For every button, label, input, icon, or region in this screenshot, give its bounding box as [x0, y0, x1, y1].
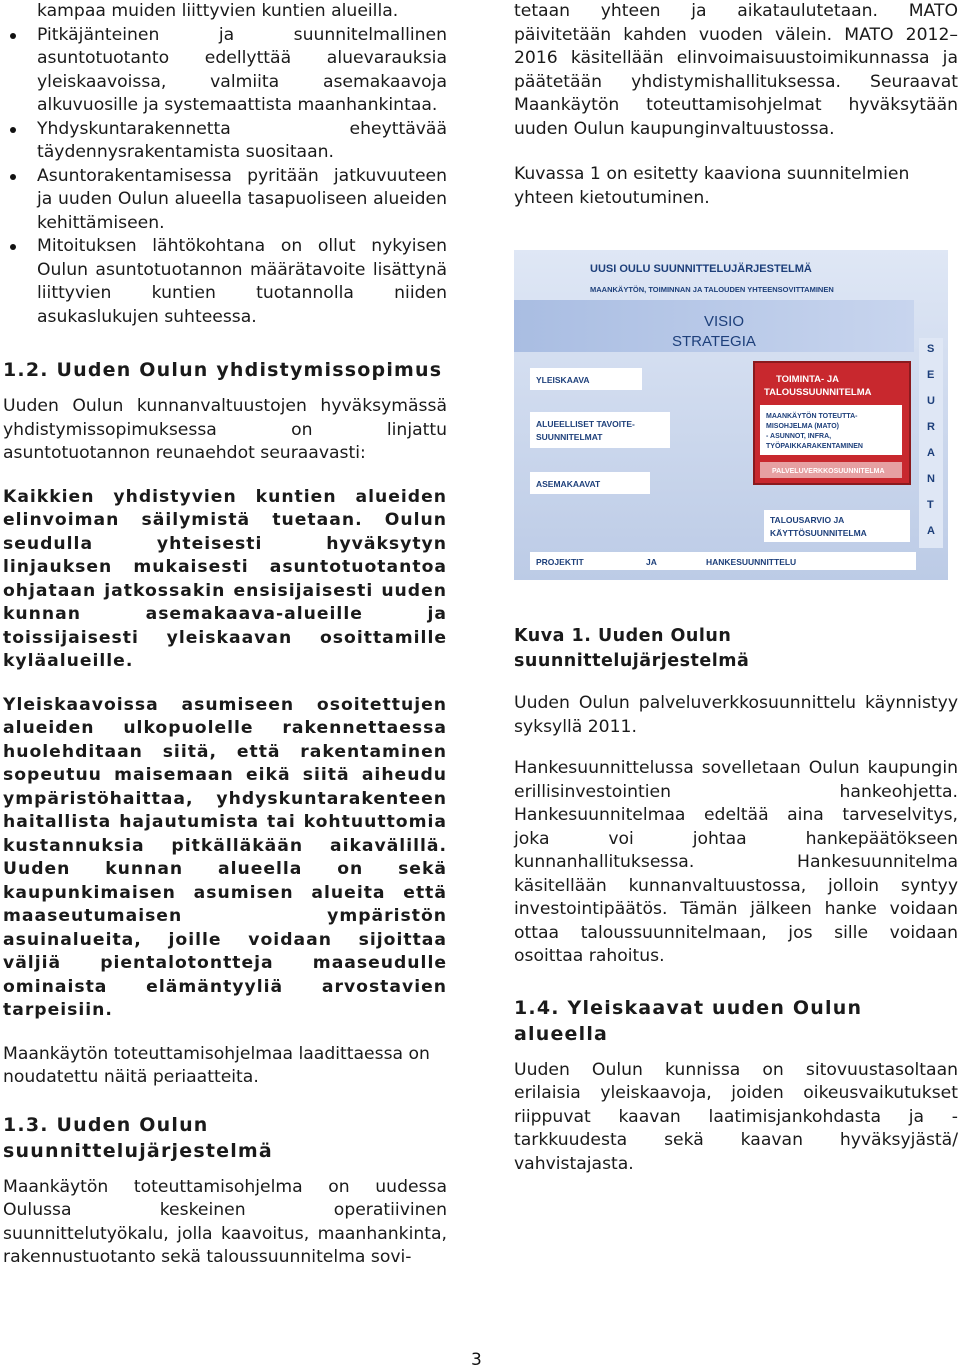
mato-label-2: MISOHJELMA (MATO) [766, 423, 839, 430]
seuranta-letter: T [927, 499, 934, 511]
toiminta-label-2: TALOUSSUUNNITELMA [764, 387, 872, 398]
seuranta-letter: E [927, 369, 935, 381]
palvelu-label: PALVELUVERKKOSUUNNITELMA [772, 468, 885, 475]
asemakaavat-label: ASEMAKAAVAT [536, 479, 601, 489]
bullet-list [3, 24, 447, 330]
section-1-3-heading: 1.3. Uuden Oulun suunnittelujärjestelmä [3, 1113, 273, 1162]
mato-label-3: - ASUNNOT, INFRA, [766, 433, 832, 440]
diagram-subtitle: MAANKÄYTÖN, TOIMINNAN JA TALOUDEN YHTEENSOVITTAMINEN [590, 285, 834, 294]
bold-paragraph: Kaikkien yhdistyvien kuntien alueiden elinvoiman säilymistä tuetaan. Oulun seudulla yhteisesti hyväksytyn linjauksen mukaisesti asuntotuotantoa ohjataan jatkossakin ensisijaisesti uuden kunnan asemakaava-alueille ja toissijaisesti yleiskaavan osoittamille kyläalueille. [3, 486, 447, 671]
figure-reference: Kuvassa 1 on esitetty kaaviona suunnitelmien yhteen kietoutuminen. [514, 164, 910, 208]
seuranta-letter: N [927, 473, 935, 485]
seuranta-letter: R [927, 421, 935, 433]
paragraph: Uuden Oulun palveluverkkosuunnittelu käynnistyy syksyllä 2011. [514, 693, 958, 737]
yleiskaava-label: YLEISKAAVA [536, 375, 590, 385]
mato-label-1: MAANKÄYTÖN TOTEUTTA- [766, 413, 858, 420]
left-column [3, 0, 447, 1270]
section-1-2-intro: Uuden Oulun kunnanvaltuustojen hyväksymässä yhdistymissopimuksessa on linjattu asuntotuotannon reunaehdot seuraavasti: [3, 396, 447, 463]
list-item: Asuntorakentamisessa pyritään jatkuvuuteen ja uuden Oulun alueella tasapuoliseen alueiden kehittämiseen. [37, 165, 447, 236]
alueelliset-label-1: ALUEELLISET TAVOITE- [536, 419, 635, 429]
planning-system-diagram [514, 250, 948, 580]
talousarvio-label-2: KÄYTTÖSUUNNITELMA [770, 528, 867, 538]
list-item: Mitoituksen lähtökohtana on ollut nykyisen Oulun asuntotuotannon määrätavoite lisättynä liittyvien kuntien tuotannolla niiden asukaslukujen suhteessa. [37, 235, 447, 329]
seuranta-letter: A [927, 525, 935, 537]
alueelliset-box [530, 412, 670, 448]
right-column-lower [514, 624, 958, 1176]
strategia-label: STRATEGIA [672, 333, 756, 350]
alueelliset-label-2: SUUNNITELMAT [536, 432, 603, 442]
ja-label: JA [646, 557, 657, 567]
seuranta-letter: A [927, 447, 935, 459]
talousarvio-label-1: TALOUSARVIO JA [770, 515, 845, 525]
diagram-title: UUSI OULU SUUNNITTELUJÄRJESTELMÄ [590, 263, 812, 275]
paragraph: Maankäytön toteuttamisohjelmaa laadittaessa on noudatettu näitä periaatteita. [3, 1043, 430, 1087]
figure-caption: Kuva 1. Uuden Oulun suunnittelujärjestelmä [514, 626, 750, 671]
paragraph: tetaan yhteen ja aikataulutetaan. MATO päivitetään kahden vuoden välein. MATO 2012–2016 käsitellään elinvoimaisuustoimikunnassa ja päätetään yhdistymishallituksessa. Seuraavat Maankäytön toteuttamisohjelmat hyväksytään uuden Oulun kaupunginvaltuustossa. [514, 1, 958, 139]
section-1-4-text: Uuden Oulun kunnissa on sitovuustasoltaan erilaisia yleiskaavoja, joiden oikeusvaikutukset riippuvat kaavan laatimisjankohdasta ja -tarkkuudesta sekä kaavan hyväksyjästä/ vahvistajasta. [514, 1059, 958, 1174]
list-item: Yhdyskuntarakennetta eheyttävää täydennysrakentamista suositaan. [37, 118, 447, 165]
projektit-label: PROJEKTIT [536, 557, 584, 567]
paragraph: Hankesuunnittelussa sovelletaan Oulun kaupungin erillisinvestointien hankeohjetta. Hankesuunnitelmaa edeltää aina tarveselvitys, joka voi johtaa hankepäätökseen kunnanhallituksessa. Hankesuunnitelma käsitellään kunnanvaltuustossa, jolloin syntyy investointipäätös. Tämän jälkeen hanke voidaan ottaa taloussuunnitelmaan, jos sille voidaan osoittaa rahoitus. [514, 758, 958, 966]
seuranta-letter: S [927, 343, 935, 355]
intro-tail: kampaa muiden liittyvien kuntien alueilla. [37, 1, 399, 21]
seuranta-letter: U [927, 395, 935, 407]
hanke-label: HANKESUUNNITTELU [706, 557, 797, 567]
section-1-3-text: Maankäytön toteuttamisohjelma on uudessa Oulussa keskeinen operatiivinen suunnittelutyökalu, jolla kaavoitus, maanhankinta, rakennustuotanto sekä taloussuunnitelma sovi- [3, 1176, 447, 1267]
right-column [514, 0, 958, 210]
list-item: Pitkäjänteinen ja suunnitelmallinen asuntotuotanto edellyttää aluevarauksia yleiskaavoissa, valmiita asemakaavoja alkuvuosille ja systemaattista maanhankintaa. [37, 24, 447, 118]
section-1-4-heading: 1.4. Yleiskaavat uuden Oulun alueella [514, 996, 863, 1045]
page-number: 3 [471, 1350, 482, 1370]
section-1-2-heading: 1.2. Uuden Oulun yhdistymissopimus [3, 359, 443, 381]
mato-label-4: TYÖPAIKKARAKENTAMINEN [766, 443, 863, 450]
toiminta-label-1: TOIMINTA- JA [776, 374, 839, 385]
bold-paragraph: Yleiskaavoissa asumiseen osoitettujen alueiden ulkopuolelle rakennettaessa huolehditaan siitä, että rakentaminen sopeutuu maisemaan eikä siitä aiheudu ympäristöhaittaa, yhdyskuntarakenteen haitallista hajautumista tai kohtuuttomia kustannuksia pitkälläkään aikavälillä. Uuden kunnan alueella on sekä kaupunkimaisen asumisen alueita että maaseutumaisen ympäristön asuinalueita, joille voidaan sijoittaa väljiä pientalotontteja maaseudulle ominaista elämäntyyliä arvostavien tarpeisiin. [3, 694, 447, 1020]
visio-label: VISIO [704, 313, 745, 330]
